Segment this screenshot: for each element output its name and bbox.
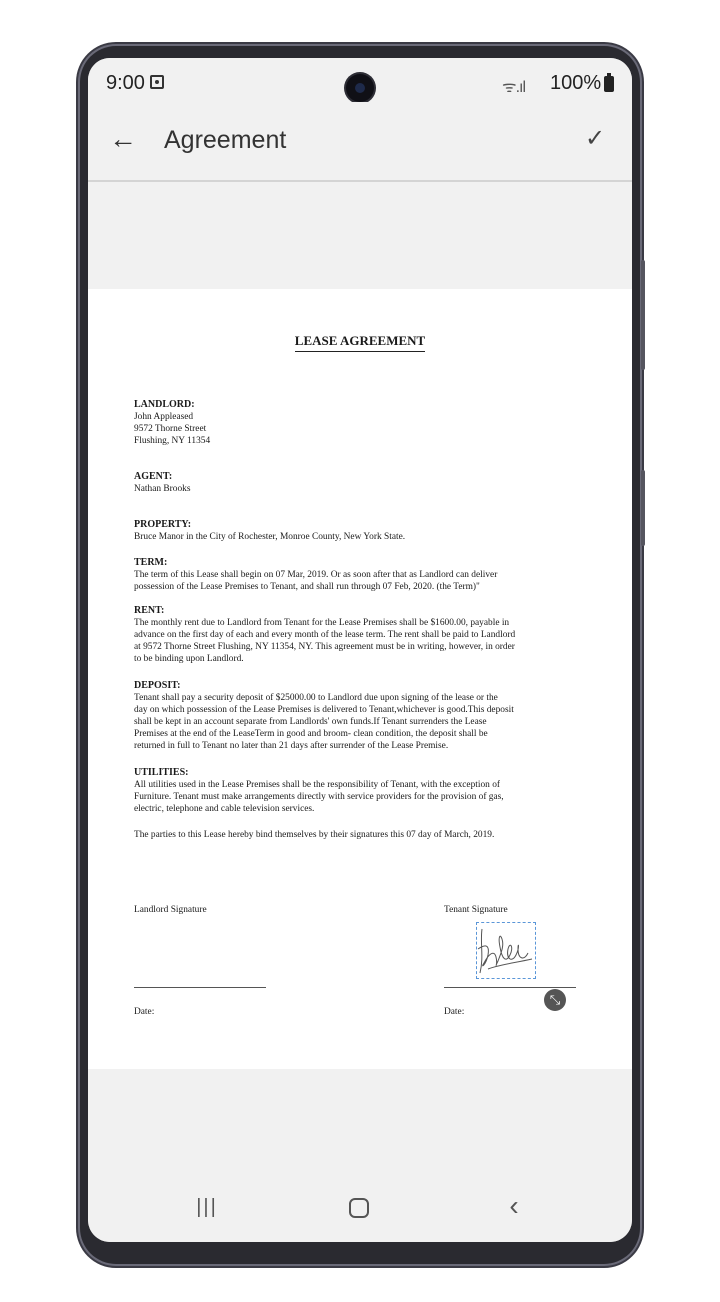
section-line: All utilities used in the Lease Premises shall be the responsibility of Tenant, with the exception of	[134, 780, 501, 790]
rent-section	[134, 605, 594, 665]
section-line: Flushing, NY 11354	[134, 436, 211, 446]
status-time: 9:00	[106, 72, 145, 94]
tenant-signature-label: Tenant Signature	[444, 905, 508, 915]
front-camera	[346, 74, 374, 102]
resize-icon[interactable]: ⤡	[544, 989, 566, 1011]
term-section	[134, 557, 594, 593]
section-line: Bruce Manor in the City of Rochester, Monroe County, New York State.	[134, 532, 406, 542]
page-title: Agreement	[164, 126, 287, 154]
section-line: John Appleased	[134, 412, 194, 422]
property-section	[134, 519, 594, 543]
back-chevron-icon[interactable]: ‹	[509, 1190, 519, 1221]
status-bar	[88, 58, 632, 102]
section-line: Furniture. Tenant must make arrangements directly with service providers for the provision of gas,	[134, 792, 504, 802]
navigation-bar	[88, 1174, 632, 1242]
deposit-section	[134, 680, 594, 752]
landlord-date-label: Date:	[134, 1007, 155, 1017]
section-heading: TERM:	[134, 557, 168, 568]
section-line: Nathan Brooks	[134, 484, 191, 494]
landlord-signature-label: Landlord Signature	[134, 905, 207, 915]
power-button	[641, 470, 645, 546]
check-icon[interactable]: ✓	[584, 125, 606, 152]
arrow-left-icon[interactable]: ←	[109, 123, 137, 154]
section-line: day on which possession of the Lease Premises is delivered to Tenant,whichever is good.This deposit	[134, 705, 514, 715]
section-heading: DEPOSIT:	[134, 680, 181, 691]
agent-section	[134, 471, 594, 495]
signal-icon: ᯤ.ıl	[502, 79, 526, 96]
tenant-date-label: Date:	[444, 1007, 465, 1017]
section-line: 9572 Thorne Street	[134, 424, 207, 434]
battery-icon	[604, 76, 614, 92]
section-line: advance on the first day of each and every month of the lease term. The rent shall be paid to Landlord	[134, 630, 516, 640]
section-line: returned in full to Tenant no later than 21 days after surrender of the Lease Premise.	[134, 741, 449, 751]
tenant-signature-line	[444, 987, 576, 988]
document-title: LEASE AGREEMENT	[88, 333, 632, 349]
section-heading: PROPERTY:	[134, 519, 192, 530]
section-line: electric, telephone and cable television services.	[134, 804, 315, 814]
section-heading: UTILITIES:	[134, 767, 189, 778]
section-line: The term of this Lease shall begin on 07 Mar, 2019. Or as soon after that as Landlord can deliver	[134, 570, 498, 580]
section-line: to be binding upon Landlord.	[134, 654, 244, 664]
section-heading: AGENT:	[134, 471, 173, 482]
app-bar	[88, 102, 632, 182]
section-line: shall be kept in an account separate from Landlords' own funds.If Tenant surrenders the Lease	[134, 717, 487, 727]
section-heading: RENT:	[134, 605, 165, 616]
section-line: The monthly rent due to Landlord from Tenant for the Lease Premises shall be $1600.00, payable in	[134, 618, 510, 628]
signature-selection-box[interactable]	[476, 922, 536, 979]
landlord-section	[134, 399, 594, 447]
screen	[88, 58, 632, 1242]
landlord-signature-line	[134, 987, 266, 988]
section-line: Tenant shall pay a security deposit of $25000.00 to Landlord due upon signing of the lease or the	[134, 693, 498, 703]
section-heading: LANDLORD:	[134, 399, 195, 410]
document-page	[88, 289, 632, 1069]
battery-percentage: 100%	[550, 72, 602, 94]
notification-icon	[150, 75, 164, 89]
utilities-section	[134, 767, 594, 815]
section-line: possession of the Lease Premises to Tenant, and shall run through 07 Feb, 2020. (the Term)"	[134, 582, 480, 592]
home-icon[interactable]	[349, 1198, 369, 1218]
volume-button	[641, 260, 645, 370]
closing-statement: The parties to this Lease hereby bind themselves by their signatures this 07 day of March, 2019.	[134, 830, 495, 840]
recents-icon[interactable]: |||	[196, 1196, 218, 1218]
section-line: at 9572 Thorne Street Flushing, NY 11354, NY. This agreement must be in writing, however, in order	[134, 642, 515, 652]
section-line: Premises at the end of the LeaseTerm in good and broom- clean condition, the deposit shall be	[134, 729, 488, 739]
